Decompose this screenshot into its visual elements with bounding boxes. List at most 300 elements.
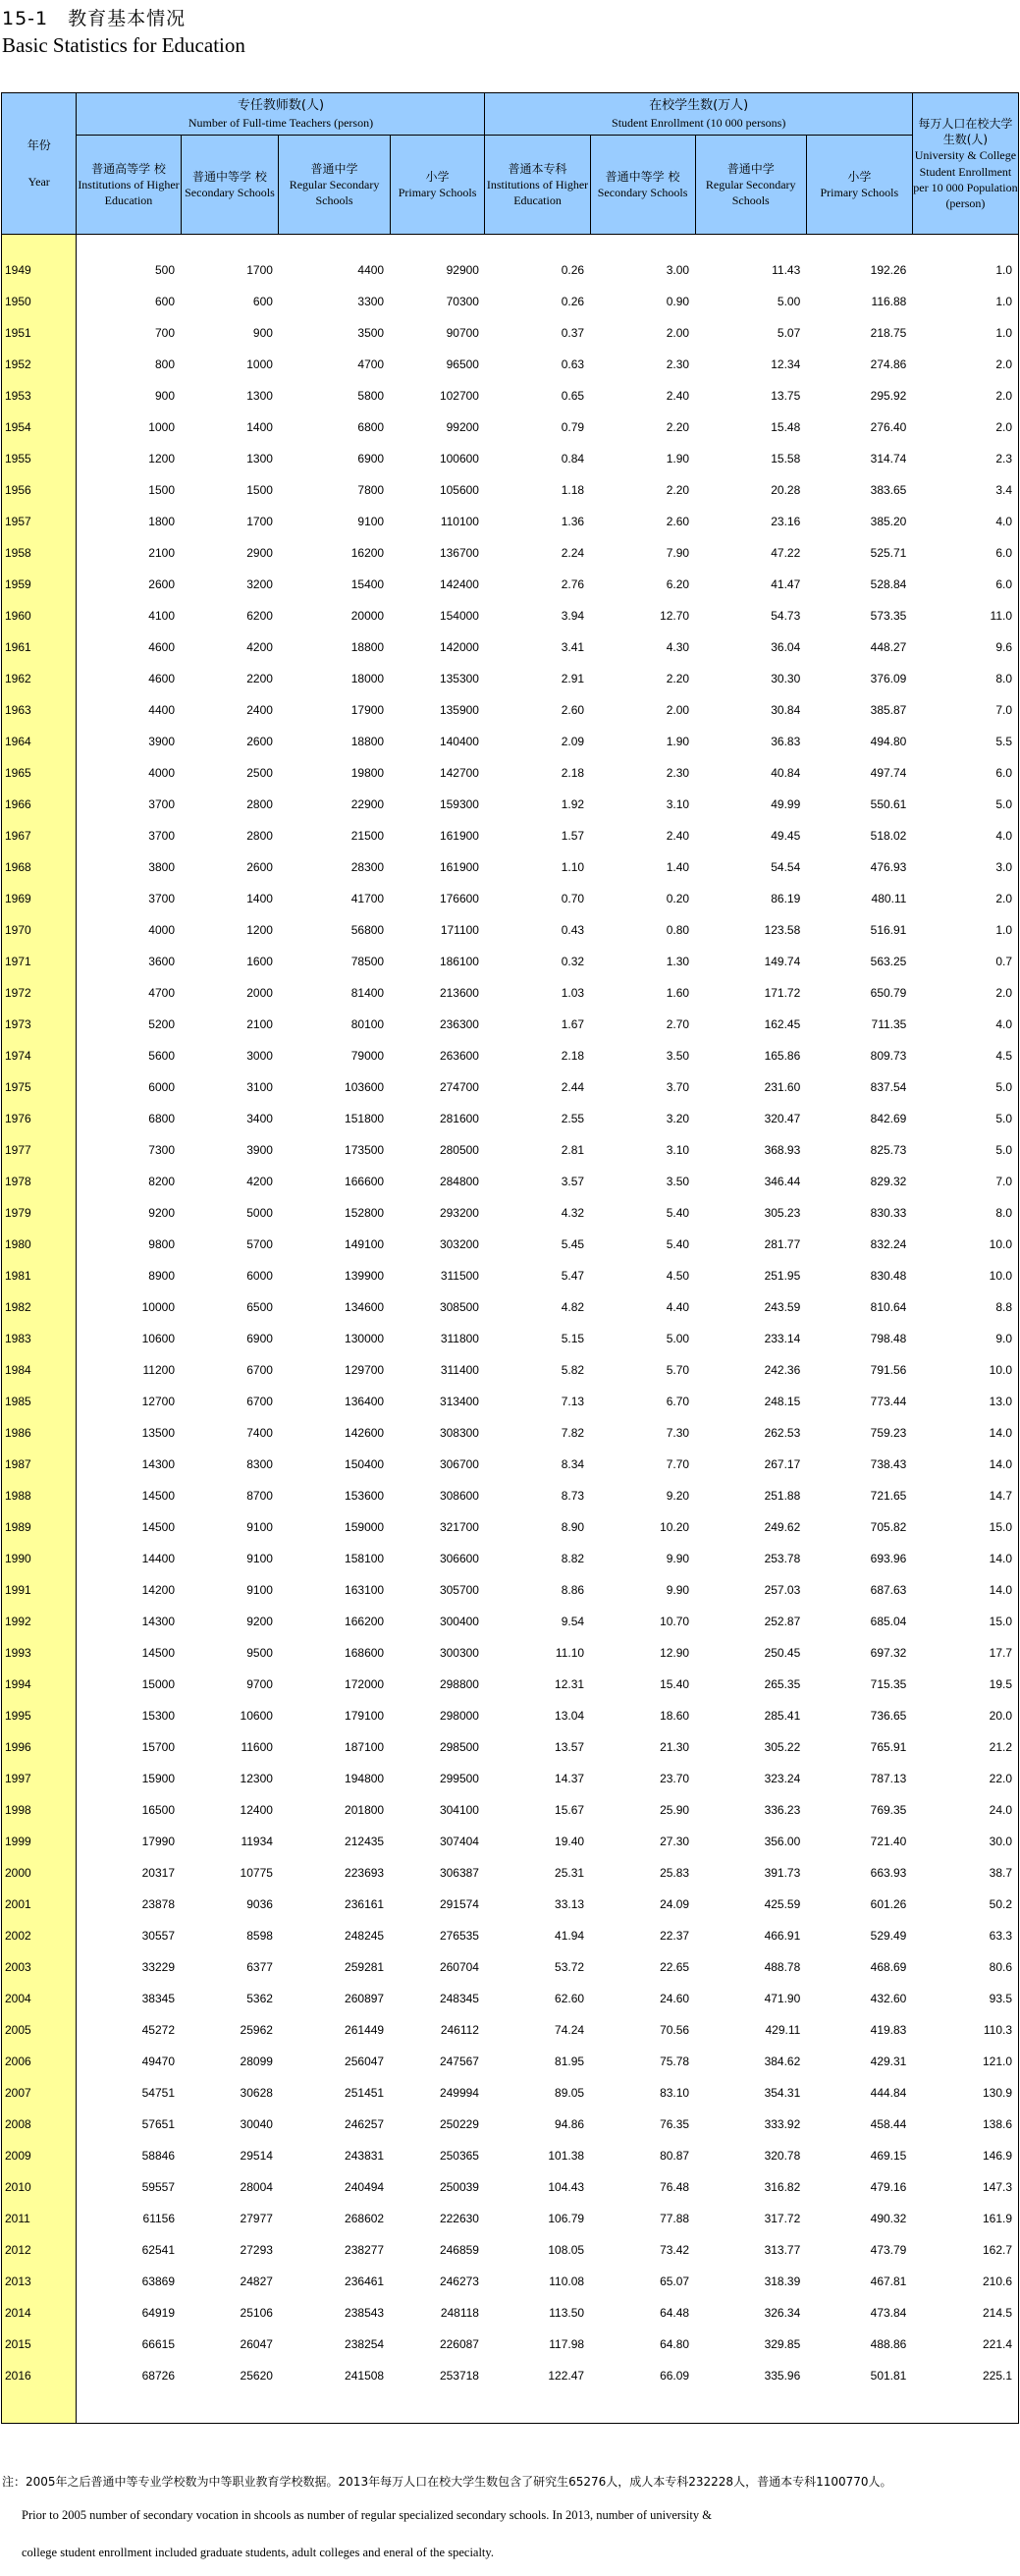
cell-regular-students: 30.30 bbox=[771, 672, 801, 685]
cell-per10k: 24.0 bbox=[912, 1794, 1018, 1826]
cell-undergrad-students: 2.09 bbox=[561, 735, 585, 748]
cell-per10k: 214.5 bbox=[912, 2297, 1018, 2329]
cell-secondary-teachers: 9500 bbox=[246, 1646, 273, 1660]
cell-year: 2015 bbox=[2, 2329, 77, 2360]
table-row bbox=[2, 2046, 1019, 2077]
cell-regular-students: 249.62 bbox=[764, 1520, 801, 1534]
cell-secondary-students: 1.60 bbox=[666, 986, 690, 1000]
cell-primary-teachers: 300400 bbox=[439, 1615, 479, 1628]
cell-primary-teachers: 246112 bbox=[440, 2023, 479, 2037]
cell-primary-students: 429.31 bbox=[870, 2055, 907, 2068]
cell-secondary-teachers: 1000 bbox=[246, 357, 273, 371]
cell-primary-students: 832.24 bbox=[870, 1237, 907, 1251]
cell-year: 1996 bbox=[2, 1731, 77, 1763]
cell-per10k: 8.8 bbox=[912, 1291, 1018, 1323]
cell-primary-students: 448.27 bbox=[870, 640, 907, 654]
cell-secondary-students: 73.42 bbox=[660, 2243, 690, 2257]
cell-primary-teachers: 321700 bbox=[439, 1520, 479, 1534]
table-row bbox=[2, 1763, 1019, 1794]
cell-higher-teachers: 14300 bbox=[141, 1615, 175, 1628]
cell-secondary-students: 9.90 bbox=[666, 1552, 690, 1565]
cell-year: 2000 bbox=[2, 1857, 77, 1889]
cell-secondary-students: 75.78 bbox=[660, 2055, 690, 2068]
cell-higher-teachers: 9200 bbox=[148, 1206, 175, 1220]
cell-primary-teachers: 186100 bbox=[439, 955, 479, 968]
cell-regular-teachers: 56800 bbox=[350, 923, 385, 937]
cell-regular-students: 5.07 bbox=[777, 326, 801, 340]
cell-regular-teachers: 243831 bbox=[345, 2149, 385, 2163]
cell-primary-students: 809.73 bbox=[870, 1049, 907, 1063]
cell-regular-teachers: 139900 bbox=[345, 1269, 385, 1283]
cell-regular-students: 316.82 bbox=[764, 2180, 801, 2194]
cell-secondary-students: 1.90 bbox=[666, 735, 690, 748]
cell-year: 1958 bbox=[2, 537, 77, 569]
table-row bbox=[2, 789, 1019, 820]
cell-secondary-teachers: 11600 bbox=[241, 1740, 273, 1754]
cell-per10k: 93.5 bbox=[912, 1983, 1018, 2014]
cell-year: 1975 bbox=[2, 1071, 77, 1103]
page-title-cn: 15-1 教育基本情况 bbox=[2, 8, 187, 29]
cell-secondary-teachers: 3200 bbox=[246, 577, 273, 591]
cell-primary-teachers: 92900 bbox=[446, 263, 479, 277]
table-row bbox=[2, 411, 1019, 443]
cell-secondary-teachers: 11934 bbox=[241, 1835, 273, 1848]
cell-per10k: 63.3 bbox=[912, 1920, 1018, 1951]
cell-primary-teachers: 313400 bbox=[439, 1395, 479, 1408]
cell-year: 1964 bbox=[2, 726, 77, 757]
cell-secondary-teachers: 2600 bbox=[246, 735, 273, 748]
cell-undergrad-students: 1.10 bbox=[561, 860, 585, 874]
cell-regular-teachers: 129700 bbox=[345, 1363, 385, 1377]
cell-regular-teachers: 41700 bbox=[350, 892, 385, 905]
cell-higher-teachers: 4600 bbox=[148, 672, 175, 685]
cell-per10k: 20.0 bbox=[912, 1700, 1018, 1731]
cell-secondary-teachers: 3100 bbox=[246, 1080, 273, 1094]
cell-primary-students: 787.13 bbox=[870, 1772, 907, 1785]
cell-undergrad-students: 94.86 bbox=[555, 2117, 585, 2131]
cell-secondary-teachers: 8700 bbox=[246, 1489, 273, 1503]
cell-per10k: 6.0 bbox=[912, 757, 1018, 789]
cell-primary-teachers: 159300 bbox=[439, 797, 479, 811]
cell-regular-teachers: 241508 bbox=[345, 2369, 385, 2383]
cell-higher-teachers: 16500 bbox=[141, 1803, 175, 1817]
cell-primary-teachers: 293200 bbox=[439, 1206, 479, 1220]
cell-regular-teachers: 6800 bbox=[357, 420, 385, 434]
cell-secondary-students: 9.20 bbox=[666, 1489, 690, 1503]
cell-secondary-students: 22.65 bbox=[660, 1960, 690, 1974]
cell-secondary-students: 5.00 bbox=[666, 1332, 690, 1345]
cell-per10k: 14.0 bbox=[912, 1449, 1018, 1480]
cell-regular-students: 368.93 bbox=[764, 1143, 801, 1157]
cell-secondary-students: 3.20 bbox=[666, 1112, 690, 1125]
cell-undergrad-students: 0.37 bbox=[561, 326, 585, 340]
cell-regular-teachers: 223693 bbox=[345, 1866, 385, 1880]
cell-year: 1961 bbox=[2, 631, 77, 663]
cell-primary-students: 842.69 bbox=[870, 1112, 907, 1125]
cell-secondary-teachers: 5700 bbox=[246, 1237, 273, 1251]
cell-regular-teachers: 163100 bbox=[345, 1583, 385, 1597]
cell-secondary-teachers: 10775 bbox=[240, 1866, 273, 1880]
cell-higher-teachers: 900 bbox=[154, 389, 175, 403]
cell-year: 2010 bbox=[2, 2171, 77, 2203]
cell-regular-teachers: 256047 bbox=[345, 2055, 385, 2068]
table-row bbox=[2, 820, 1019, 851]
cell-undergrad-students: 1.92 bbox=[561, 797, 585, 811]
cell-primary-teachers: 246273 bbox=[439, 2275, 479, 2288]
cell-secondary-students: 3.00 bbox=[666, 263, 690, 277]
cell-per10k: 5.0 bbox=[912, 1134, 1018, 1166]
cell-year: 1980 bbox=[2, 1229, 77, 1260]
cell-undergrad-students: 89.05 bbox=[555, 2086, 585, 2100]
cell-secondary-students: 5.40 bbox=[666, 1206, 690, 1220]
cell-year: 1983 bbox=[2, 1323, 77, 1354]
cell-per10k: 121.0 bbox=[912, 2046, 1018, 2077]
cell-higher-teachers: 10600 bbox=[141, 1332, 175, 1345]
cell-secondary-teachers: 12300 bbox=[240, 1772, 273, 1785]
cell-undergrad-students: 13.04 bbox=[555, 1709, 585, 1723]
higher-teachers-header bbox=[77, 136, 181, 235]
cell-primary-students: 765.91 bbox=[870, 1740, 907, 1754]
cell-regular-students: 333.92 bbox=[764, 2117, 801, 2131]
cell-higher-teachers: 3700 bbox=[148, 892, 175, 905]
cell-higher-teachers: 800 bbox=[154, 357, 175, 371]
cell-per10k: 2.3 bbox=[912, 443, 1018, 474]
cell-higher-teachers: 6000 bbox=[148, 1080, 175, 1094]
table-notes bbox=[2, 2473, 1013, 2576]
table-row bbox=[2, 726, 1019, 757]
cell-year: 2002 bbox=[2, 1920, 77, 1951]
cell-year: 1972 bbox=[2, 977, 77, 1009]
cell-regular-teachers: 3300 bbox=[357, 295, 385, 308]
cell-regular-teachers: 79000 bbox=[350, 1049, 385, 1063]
cell-higher-teachers: 600 bbox=[154, 295, 175, 308]
table-row bbox=[2, 1700, 1019, 1731]
cell-primary-teachers: 300300 bbox=[439, 1646, 479, 1660]
cell-secondary-teachers: 12400 bbox=[240, 1803, 273, 1817]
cell-regular-students: 317.72 bbox=[764, 2212, 801, 2225]
cell-primary-students: 383.65 bbox=[870, 483, 907, 497]
cell-regular-teachers: 136400 bbox=[345, 1395, 385, 1408]
cell-undergrad-students: 0.32 bbox=[561, 955, 585, 968]
cell-regular-teachers: 20000 bbox=[350, 609, 385, 623]
cell-per10k: 3.4 bbox=[912, 474, 1018, 506]
cell-regular-students: 262.53 bbox=[764, 1426, 801, 1440]
cell-secondary-teachers: 6700 bbox=[246, 1363, 273, 1377]
cell-higher-teachers: 61156 bbox=[142, 2212, 175, 2225]
cell-regular-students: 54.73 bbox=[771, 609, 801, 623]
cell-primary-students: 295.92 bbox=[870, 389, 907, 403]
cell-higher-teachers: 63869 bbox=[141, 2275, 175, 2288]
cell-year: 1993 bbox=[2, 1637, 77, 1669]
cell-secondary-teachers: 2800 bbox=[246, 829, 273, 843]
cell-year: 1952 bbox=[2, 349, 77, 380]
cell-undergrad-students: 1.36 bbox=[561, 515, 585, 528]
cell-secondary-teachers: 9036 bbox=[246, 1897, 273, 1911]
cell-per10k: 4.5 bbox=[912, 1040, 1018, 1071]
cell-secondary-teachers: 25620 bbox=[240, 2369, 273, 2383]
cell-primary-students: 791.56 bbox=[870, 1363, 907, 1377]
table-row bbox=[2, 1794, 1019, 1826]
cell-primary-students: 830.33 bbox=[870, 1206, 907, 1220]
cell-undergrad-students: 12.31 bbox=[555, 1677, 585, 1691]
cell-primary-students: 518.02 bbox=[870, 829, 907, 843]
primary-teachers-header bbox=[390, 136, 485, 235]
cell-regular-students: 11.43 bbox=[772, 263, 801, 277]
table-row bbox=[2, 380, 1019, 411]
cell-secondary-students: 22.37 bbox=[660, 1929, 690, 1943]
cell-secondary-teachers: 6500 bbox=[246, 1300, 273, 1314]
cell-per10k: 38.7 bbox=[912, 1857, 1018, 1889]
table-row bbox=[2, 2014, 1019, 2046]
cell-per10k: 7.0 bbox=[912, 694, 1018, 726]
cell-undergrad-students: 33.13 bbox=[555, 1897, 585, 1911]
cell-secondary-teachers: 1300 bbox=[246, 389, 273, 403]
cell-regular-students: 20.28 bbox=[771, 483, 801, 497]
cell-secondary-teachers: 6700 bbox=[246, 1395, 273, 1408]
cell-regular-students: 123.58 bbox=[764, 923, 801, 937]
cell-undergrad-students: 108.05 bbox=[548, 2243, 585, 2257]
primary-students-header-cn: 小学 bbox=[847, 169, 872, 184]
cell-regular-teachers: 4400 bbox=[357, 263, 385, 277]
cell-per10k: 4.0 bbox=[912, 820, 1018, 851]
cell-higher-teachers: 38345 bbox=[141, 1992, 175, 2005]
undergrad-students-header bbox=[485, 136, 590, 235]
cell-year: 1986 bbox=[2, 1417, 77, 1449]
cell-regular-students: 323.24 bbox=[764, 1772, 801, 1785]
cell-regular-students: 346.44 bbox=[764, 1175, 801, 1188]
cell-per10k: 10.0 bbox=[912, 1354, 1018, 1386]
cell-higher-teachers: 1200 bbox=[148, 452, 175, 466]
cell-primary-students: 825.73 bbox=[870, 1143, 907, 1157]
cell-secondary-teachers: 10600 bbox=[240, 1709, 273, 1723]
cell-secondary-teachers: 600 bbox=[252, 295, 273, 308]
cell-secondary-teachers: 4200 bbox=[246, 640, 273, 654]
cell-year: 2013 bbox=[2, 2266, 77, 2297]
cell-primary-students: 525.71 bbox=[870, 546, 907, 560]
cell-year: 2009 bbox=[2, 2140, 77, 2171]
cell-undergrad-students: 3.57 bbox=[561, 1175, 585, 1188]
cell-year: 1957 bbox=[2, 506, 77, 537]
cell-regular-students: 5.00 bbox=[777, 295, 801, 308]
cell-per10k: 13.0 bbox=[912, 1386, 1018, 1417]
cell-secondary-teachers: 1200 bbox=[246, 923, 273, 937]
cell-per10k: 14.0 bbox=[912, 1543, 1018, 1574]
cell-regular-students: 49.45 bbox=[771, 829, 801, 843]
regular-students-header bbox=[695, 136, 806, 235]
higher-teachers-header-en: Institutions of Higher Education bbox=[78, 177, 180, 208]
cell-regular-students: 248.15 bbox=[764, 1395, 801, 1408]
table-row bbox=[2, 2140, 1019, 2171]
cell-higher-teachers: 9800 bbox=[148, 1237, 175, 1251]
cell-higher-teachers: 5600 bbox=[148, 1049, 175, 1063]
cell-secondary-students: 4.40 bbox=[666, 1300, 690, 1314]
cell-regular-students: 305.22 bbox=[764, 1740, 801, 1754]
cell-year: 1956 bbox=[2, 474, 77, 506]
cell-regular-students: 233.14 bbox=[764, 1332, 801, 1345]
cell-undergrad-students: 7.82 bbox=[561, 1426, 585, 1440]
cell-higher-teachers: 4000 bbox=[148, 923, 175, 937]
cell-per10k: 147.3 bbox=[912, 2171, 1018, 2203]
cell-year: 1982 bbox=[2, 1291, 77, 1323]
table-row bbox=[2, 977, 1019, 1009]
cell-regular-teachers: 194800 bbox=[345, 1772, 385, 1785]
cell-primary-teachers: 100600 bbox=[439, 452, 479, 466]
cell-secondary-students: 2.60 bbox=[666, 515, 690, 528]
table-row bbox=[2, 2234, 1019, 2266]
cell-year: 1949 bbox=[2, 254, 77, 286]
cell-secondary-teachers: 6200 bbox=[246, 609, 273, 623]
table-row bbox=[2, 600, 1019, 631]
cell-per10k: 3.0 bbox=[912, 851, 1018, 883]
cell-undergrad-students: 13.57 bbox=[555, 1740, 585, 1754]
cell-primary-teachers: 248118 bbox=[440, 2306, 479, 2320]
cell-primary-students: 705.82 bbox=[870, 1520, 907, 1534]
cell-regular-teachers: 17900 bbox=[350, 703, 385, 717]
cell-higher-teachers: 3900 bbox=[148, 735, 175, 748]
table-row bbox=[2, 474, 1019, 506]
table-row bbox=[2, 663, 1019, 694]
cell-regular-students: 15.58 bbox=[771, 452, 801, 466]
table-row bbox=[2, 1229, 1019, 1260]
cell-primary-students: 444.84 bbox=[870, 2086, 907, 2100]
cell-primary-teachers: 110100 bbox=[440, 515, 479, 528]
cell-primary-teachers: 304100 bbox=[439, 1803, 479, 1817]
cell-secondary-students: 2.20 bbox=[666, 672, 690, 685]
cell-primary-students: 573.35 bbox=[870, 609, 907, 623]
cell-primary-teachers: 298800 bbox=[439, 1677, 479, 1691]
cell-primary-teachers: 274700 bbox=[439, 1080, 479, 1094]
cell-per10k: 9.0 bbox=[912, 1323, 1018, 1354]
cell-undergrad-students: 0.26 bbox=[561, 263, 585, 277]
cell-primary-teachers: 276535 bbox=[439, 1929, 479, 1943]
cell-regular-teachers: 22900 bbox=[350, 797, 385, 811]
cell-secondary-students: 83.10 bbox=[660, 2086, 690, 2100]
cell-primary-teachers: 308500 bbox=[439, 1300, 479, 1314]
cell-regular-teachers: 81400 bbox=[350, 986, 385, 1000]
cell-regular-students: 13.75 bbox=[771, 389, 801, 403]
cell-secondary-teachers: 1700 bbox=[246, 263, 273, 277]
cell-undergrad-students: 0.43 bbox=[561, 923, 585, 937]
table-row bbox=[2, 1983, 1019, 2014]
cell-secondary-students: 7.90 bbox=[666, 546, 690, 560]
cell-undergrad-students: 2.18 bbox=[561, 766, 585, 780]
cell-higher-teachers: 12700 bbox=[141, 1395, 175, 1408]
cell-undergrad-students: 104.43 bbox=[548, 2180, 585, 2194]
cell-per10k: 50.2 bbox=[912, 1889, 1018, 1920]
table-row bbox=[2, 2203, 1019, 2234]
cell-secondary-teachers: 2000 bbox=[246, 986, 273, 1000]
cell-secondary-students: 1.30 bbox=[666, 955, 690, 968]
cell-per10k: 80.6 bbox=[912, 1951, 1018, 1983]
cell-regular-students: 267.17 bbox=[764, 1457, 801, 1471]
cell-secondary-students: 24.60 bbox=[660, 1992, 690, 2005]
cell-regular-teachers: 103600 bbox=[345, 1080, 385, 1094]
cell-higher-teachers: 11200 bbox=[142, 1363, 175, 1377]
cell-regular-students: 251.88 bbox=[764, 1489, 801, 1503]
cell-undergrad-students: 1.18 bbox=[561, 483, 585, 497]
cell-year: 1999 bbox=[2, 1826, 77, 1857]
cell-regular-students: 320.78 bbox=[764, 2149, 801, 2163]
cell-undergrad-students: 2.55 bbox=[561, 1112, 585, 1125]
table-row bbox=[2, 1731, 1019, 1763]
cell-secondary-students: 3.50 bbox=[666, 1049, 690, 1063]
cell-primary-teachers: 70300 bbox=[446, 295, 479, 308]
cell-primary-students: 192.26 bbox=[870, 263, 907, 277]
cell-regular-teachers: 251451 bbox=[345, 2086, 385, 2100]
cell-undergrad-students: 0.70 bbox=[561, 892, 585, 905]
cell-undergrad-students: 41.94 bbox=[555, 1929, 585, 1943]
cell-primary-students: 516.91 bbox=[870, 923, 907, 937]
cell-primary-students: 685.04 bbox=[870, 1615, 907, 1628]
cell-regular-teachers: 80100 bbox=[350, 1017, 385, 1031]
cell-higher-teachers: 3700 bbox=[148, 797, 175, 811]
cell-higher-teachers: 3800 bbox=[148, 860, 175, 874]
cell-primary-students: 490.32 bbox=[870, 2212, 907, 2225]
cell-regular-students: 285.41 bbox=[764, 1709, 801, 1723]
cell-undergrad-students: 11.10 bbox=[555, 1646, 585, 1660]
cell-primary-students: 759.23 bbox=[870, 1426, 907, 1440]
cell-secondary-students: 66.09 bbox=[660, 2369, 690, 2383]
cell-regular-teachers: 151800 bbox=[345, 1112, 385, 1125]
cell-secondary-students: 65.07 bbox=[660, 2275, 690, 2288]
cell-year: 2011 bbox=[2, 2203, 77, 2234]
cell-primary-teachers: 250039 bbox=[439, 2180, 479, 2194]
cell-primary-teachers: 299500 bbox=[439, 1772, 479, 1785]
note-en-line-2: college student enrollment included graduate students, adult colleges and eneral of the specialty. bbox=[22, 2546, 494, 2559]
cell-regular-students: 425.59 bbox=[764, 1897, 801, 1911]
cell-undergrad-students: 8.82 bbox=[561, 1552, 585, 1565]
teachers-header-en: Number of Full-time Teachers (person) bbox=[188, 115, 374, 130]
cell-per10k: 130.9 bbox=[912, 2077, 1018, 2109]
teachers-header-cn: 专任教师数(人) bbox=[237, 98, 325, 114]
table-row bbox=[2, 1040, 1019, 1071]
cell-primary-students: 314.74 bbox=[870, 452, 907, 466]
cell-primary-students: 837.54 bbox=[870, 1080, 907, 1094]
cell-undergrad-students: 74.24 bbox=[555, 2023, 585, 2037]
cell-secondary-teachers: 3900 bbox=[246, 1143, 273, 1157]
cell-secondary-teachers: 28004 bbox=[240, 2180, 273, 2194]
cell-regular-students: 252.87 bbox=[764, 1615, 801, 1628]
cell-per10k: 22.0 bbox=[912, 1763, 1018, 1794]
secondary-students-header-cn: 普通中等学 校 bbox=[605, 169, 680, 184]
cell-primary-students: 480.11 bbox=[871, 892, 907, 905]
note-cn: 注：2005年之后普通中等专业学校数为中等职业教育学校数据。2013年每万人口在校大学生数包含了研究生65276人，成人本专科232228人，普通本专科1100770人。 bbox=[2, 2475, 892, 2489]
cell-primary-teachers: 90700 bbox=[446, 326, 479, 340]
cell-primary-students: 663.93 bbox=[870, 1866, 907, 1880]
cell-secondary-students: 18.60 bbox=[660, 1709, 690, 1723]
cell-regular-students: 320.47 bbox=[764, 1112, 801, 1125]
cell-primary-students: 473.79 bbox=[870, 2243, 907, 2257]
cell-higher-teachers: 3600 bbox=[148, 955, 175, 968]
cell-secondary-teachers: 2600 bbox=[246, 860, 273, 874]
cell-higher-teachers: 57651 bbox=[141, 2117, 175, 2131]
cell-per10k: 161.9 bbox=[912, 2203, 1018, 2234]
cell-per10k: 6.0 bbox=[912, 537, 1018, 569]
cell-regular-students: 391.73 bbox=[764, 1866, 801, 1880]
cell-higher-teachers: 1500 bbox=[148, 483, 175, 497]
cell-per10k: 2.0 bbox=[912, 349, 1018, 380]
cell-primary-students: 488.86 bbox=[870, 2337, 907, 2351]
cell-higher-teachers: 4700 bbox=[148, 986, 175, 1000]
cell-regular-teachers: 238543 bbox=[345, 2306, 385, 2320]
table-row bbox=[2, 1480, 1019, 1511]
cell-primary-students: 798.48 bbox=[870, 1332, 907, 1345]
cell-undergrad-students: 2.81 bbox=[561, 1143, 585, 1157]
cell-undergrad-students: 62.60 bbox=[555, 1992, 585, 2005]
cell-higher-teachers: 8200 bbox=[148, 1175, 175, 1188]
cell-undergrad-students: 0.26 bbox=[561, 295, 585, 308]
cell-primary-teachers: 247567 bbox=[439, 2055, 479, 2068]
